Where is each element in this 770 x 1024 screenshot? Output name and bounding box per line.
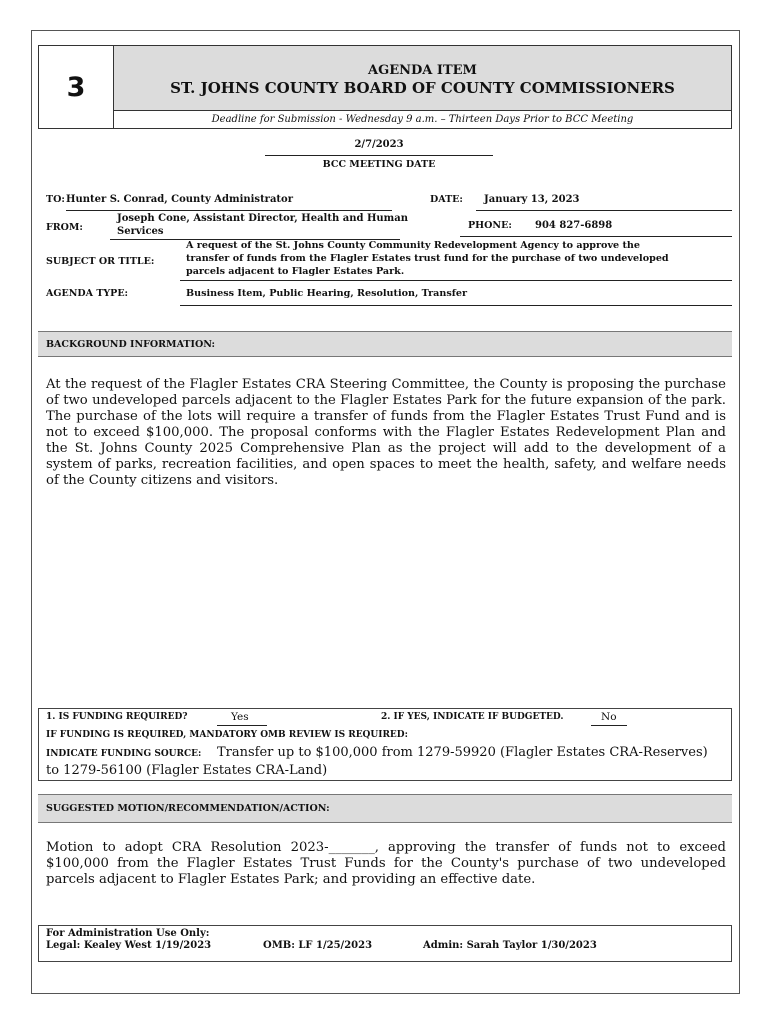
motion-heading: SUGGESTED MOTION/RECOMMENDATION/ACTION: [46,803,330,814]
to-rule [66,210,392,211]
admin-review: Admin: Sarah Taylor 1/30/2023 [423,940,597,951]
header-title-block [114,46,731,111]
date-label: DATE: [430,194,463,205]
subject-line-1: A request of the St. Johns County Community Redevelopment Agency to approve the [186,240,640,251]
funding-required-value: Yes [231,711,249,723]
funding-box [38,708,732,781]
background-text: At the request of the Flagler Estates CRA Steering Committee, the County is proposing the purchase of two undeveloped parcels adjacent to the Flagler Estates Park for the future expansion of the park. The purchase of the lots will require a transfer of funds from the Flagler Estates Trust Fund and is not to exceed $100,000. The proposal conforms with the Flagler Estates Redevelopment Plan and the St. Johns County 2025 Comprehensive Plan as the project will add to the development of a system of parks, recreation facilities, and open spaces to meet the health, safety, and welfare needs of the County citizens and visitors. [46,377,726,488]
from-value-line2: Services [117,226,164,237]
phone-rule [460,236,732,237]
to-label: TO: [46,194,65,205]
admin-use-heading: For Administration Use Only: [46,928,210,939]
funding-required-rule [217,725,267,726]
funding-source-label: INDICATE FUNDING SOURCE: [46,749,202,759]
funding-source-value-line2: to 1279-56100 (Flagler Estates CRA-Land) [46,763,328,778]
background-heading-band [38,331,732,357]
board-name: ST. JOHNS COUNTY BOARD OF COUNTY COMMISSIONERS [170,79,675,97]
agenda-header [38,45,732,129]
subject-rule [180,280,732,281]
subject-line-3: parcels adjacent to Flagler Estates Park. [186,266,405,277]
omb-review: OMB: LF 1/25/2023 [263,940,373,951]
motion-text: Motion to adopt CRA Resolution 2023-_______, approving the transfer of funds not to exceed $100,000 from the Flagler Estates Trust Funds for the County's purchase of two undeveloped parcels adjacent to Flagler Estates Park; and providing an effective date. [46,840,726,887]
phone-label: PHONE: [468,220,512,231]
meeting-date-rule [265,155,493,156]
meeting-date-label: BCC MEETING DATE [322,159,436,170]
date-value: January 13, 2023 [484,194,580,205]
funding-source-value-line1: Transfer up to $100,000 from 1279-59920 (Flagler Estates CRA-Reserves) [217,745,708,760]
budgeted-label: 2. IF YES, INDICATE IF BUDGETED. [381,712,564,722]
admin-use-box [38,925,732,962]
legal-review: Legal: Kealey West 1/19/2023 [46,940,212,951]
agenda-type-label: AGENDA TYPE: [46,288,129,299]
budgeted-value: No [601,711,617,723]
budgeted-rule [591,725,627,726]
meeting-date: 2/7/2023 [354,139,404,150]
to-value: Hunter S. Conrad, County Administrator [66,194,293,205]
omb-review-note: IF FUNDING IS REQUIRED, MANDATORY OMB REVIEW IS REQUIRED: [46,730,408,740]
funding-required-label: 1. IS FUNDING REQUIRED? [46,712,188,722]
from-label: FROM: [46,222,83,233]
agenda-type-value: Business Item, Public Hearing, Resolution, Transfer [186,288,468,299]
from-value-line1: Joseph Cone, Assistant Director, Health and Human [117,213,408,224]
phone-value: 904 827-6898 [535,220,613,231]
agenda-item-label: AGENDA ITEM [368,63,477,78]
background-heading: BACKGROUND INFORMATION: [46,339,216,350]
deadline-note: Deadline for Submission - Wednesday 9 a.m. – Thirteen Days Prior to BCC Meeting [211,114,634,125]
date-rule [476,210,732,211]
subject-line-2: transfer of funds from the Flagler Estates trust fund for the purchase of two undeveloped [186,253,669,264]
motion-heading-band [38,794,732,823]
agenda-type-rule [180,305,732,306]
agenda-item-number: 3 [39,46,114,128]
subject-label: SUBJECT OR TITLE: [46,256,155,267]
